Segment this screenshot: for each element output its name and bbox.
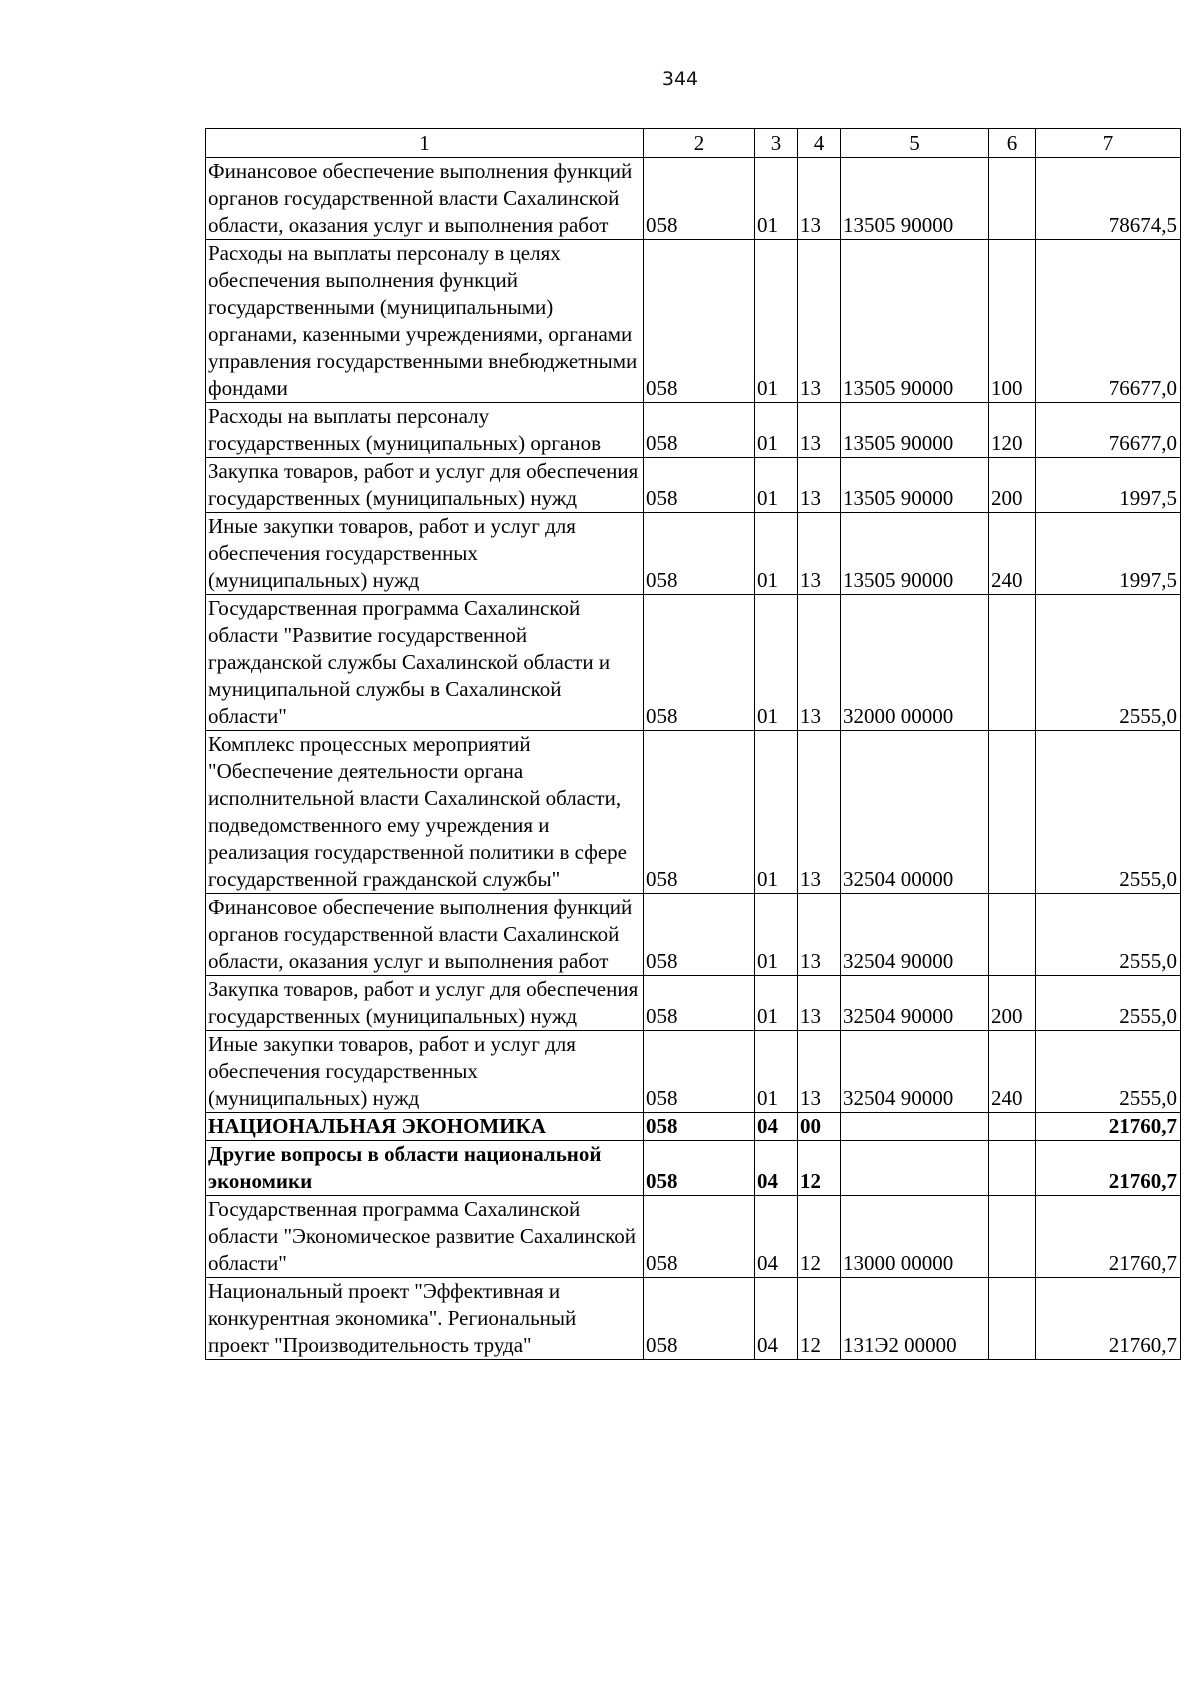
row-target-article-cell: 32504 90000 bbox=[841, 976, 989, 1031]
row-amount-cell: 78674,5 bbox=[1036, 158, 1181, 240]
row-expense-type-cell: 200 bbox=[989, 458, 1036, 513]
row-amount-cell: 1997,5 bbox=[1036, 513, 1181, 595]
row-subsection-cell: 13 bbox=[798, 894, 841, 976]
row-amount-cell: 21760,7 bbox=[1036, 1278, 1181, 1360]
row-target-article-cell: 13505 90000 bbox=[841, 240, 989, 403]
row-subsection-cell: 13 bbox=[798, 513, 841, 595]
budget-table bbox=[205, 128, 1181, 1360]
row-amount-cell: 2555,0 bbox=[1036, 1031, 1181, 1113]
row-subsection-cell: 13 bbox=[798, 1031, 841, 1113]
row-code-cell: 058 bbox=[644, 731, 755, 894]
row-code-cell: 058 bbox=[644, 894, 755, 976]
table-row bbox=[206, 1196, 1181, 1278]
table-row bbox=[206, 158, 1181, 240]
row-code-cell: 058 bbox=[644, 458, 755, 513]
table-header-row bbox=[206, 129, 1181, 158]
row-expense-type-cell: 200 bbox=[989, 976, 1036, 1031]
row-target-article-cell: 32504 00000 bbox=[841, 731, 989, 894]
row-amount-cell: 76677,0 bbox=[1036, 240, 1181, 403]
row-expense-type-cell bbox=[989, 731, 1036, 894]
row-code-cell: 058 bbox=[644, 1031, 755, 1113]
row-subsection-cell: 13 bbox=[798, 731, 841, 894]
table-row bbox=[206, 458, 1181, 513]
row-target-article-cell: 13505 90000 bbox=[841, 403, 989, 458]
row-section-cell: 01 bbox=[755, 458, 798, 513]
row-target-article-cell: 32000 00000 bbox=[841, 595, 989, 731]
row-subsection-cell: 13 bbox=[798, 458, 841, 513]
row-target-article-cell bbox=[841, 1113, 989, 1141]
row-name-cell: Финансовое обеспечение выполнения функций органов государственной власти Сахалинской области, оказания услуг и выполнения работ bbox=[206, 158, 644, 240]
row-expense-type-cell bbox=[989, 595, 1036, 731]
row-name-cell: Финансовое обеспечение выполнения функций органов государственной власти Сахалинской области, оказания услуг и выполнения работ bbox=[206, 894, 644, 976]
row-expense-type-cell: 100 bbox=[989, 240, 1036, 403]
row-section-cell: 01 bbox=[755, 595, 798, 731]
row-expense-type-cell bbox=[989, 1113, 1036, 1141]
row-name-cell: Расходы на выплаты персоналу государственных (муниципальных) органов bbox=[206, 403, 644, 458]
row-amount-cell: 76677,0 bbox=[1036, 403, 1181, 458]
row-expense-type-cell bbox=[989, 1278, 1036, 1360]
row-code-cell: 058 bbox=[644, 403, 755, 458]
row-name-cell: Иные закупки товаров, работ и услуг для обеспечения государственных (муниципальных) нужд bbox=[206, 513, 644, 595]
table-row bbox=[206, 513, 1181, 595]
row-target-article-cell: 13505 90000 bbox=[841, 158, 989, 240]
row-subsection-cell: 12 bbox=[798, 1278, 841, 1360]
row-expense-type-cell: 240 bbox=[989, 1031, 1036, 1113]
table-row bbox=[206, 731, 1181, 894]
header-cell: 1 bbox=[206, 129, 644, 158]
table-row bbox=[206, 595, 1181, 731]
row-target-article-cell bbox=[841, 1141, 989, 1196]
row-name-cell: Другие вопросы в области национальной экономики bbox=[206, 1141, 644, 1196]
row-name-cell: Иные закупки товаров, работ и услуг для обеспечения государственных (муниципальных) нужд bbox=[206, 1031, 644, 1113]
row-code-cell: 058 bbox=[644, 595, 755, 731]
page-number: 344 bbox=[661, 68, 699, 90]
row-section-cell: 01 bbox=[755, 403, 798, 458]
row-code-cell: 058 bbox=[644, 976, 755, 1031]
row-amount-cell: 2555,0 bbox=[1036, 731, 1181, 894]
row-amount-cell: 2555,0 bbox=[1036, 894, 1181, 976]
row-section-cell: 04 bbox=[755, 1141, 798, 1196]
row-amount-cell: 2555,0 bbox=[1036, 595, 1181, 731]
row-section-cell: 01 bbox=[755, 240, 798, 403]
row-target-article-cell: 32504 90000 bbox=[841, 894, 989, 976]
row-target-article-cell: 13000 00000 bbox=[841, 1196, 989, 1278]
header-cell: 2 bbox=[644, 129, 755, 158]
row-section-cell: 01 bbox=[755, 976, 798, 1031]
row-section-cell: 01 bbox=[755, 513, 798, 595]
table-row bbox=[206, 240, 1181, 403]
header-cell: 3 bbox=[755, 129, 798, 158]
row-subsection-cell: 12 bbox=[798, 1141, 841, 1196]
row-expense-type-cell: 120 bbox=[989, 403, 1036, 458]
row-section-cell: 04 bbox=[755, 1278, 798, 1360]
row-amount-cell: 2555,0 bbox=[1036, 976, 1181, 1031]
row-section-cell: 01 bbox=[755, 1031, 798, 1113]
table-row bbox=[206, 403, 1181, 458]
row-subsection-cell: 00 bbox=[798, 1113, 841, 1141]
row-subsection-cell: 13 bbox=[798, 240, 841, 403]
row-amount-cell: 1997,5 bbox=[1036, 458, 1181, 513]
row-name-cell: Государственная программа Сахалинской области "Экономическое развитие Сахалинской области" bbox=[206, 1196, 644, 1278]
row-target-article-cell: 131Э2 00000 bbox=[841, 1278, 989, 1360]
row-expense-type-cell bbox=[989, 894, 1036, 976]
row-amount-cell: 21760,7 bbox=[1036, 1113, 1181, 1141]
row-target-article-cell: 13505 90000 bbox=[841, 513, 989, 595]
row-expense-type-cell bbox=[989, 1141, 1036, 1196]
table-row bbox=[206, 976, 1181, 1031]
row-code-cell: 058 bbox=[644, 1113, 755, 1141]
header-cell: 6 bbox=[989, 129, 1036, 158]
row-name-cell: Комплекс процессных мероприятий "Обеспечение деятельности органа исполнительной власти Сахалинской области, подведомственного ему учреждения и реализация государственной политики в сфере государственной гражданской службы" bbox=[206, 731, 644, 894]
row-code-cell: 058 bbox=[644, 1196, 755, 1278]
row-target-article-cell: 13505 90000 bbox=[841, 458, 989, 513]
row-code-cell: 058 bbox=[644, 158, 755, 240]
row-subsection-cell: 13 bbox=[798, 403, 841, 458]
row-target-article-cell: 32504 90000 bbox=[841, 1031, 989, 1113]
row-code-cell: 058 bbox=[644, 1141, 755, 1196]
row-code-cell: 058 bbox=[644, 513, 755, 595]
row-subsection-cell: 13 bbox=[798, 595, 841, 731]
row-name-cell: Государственная программа Сахалинской области "Развитие государственной гражданской службы Сахалинской области и муниципальной службы в Сахалинской области" bbox=[206, 595, 644, 731]
row-amount-cell: 21760,7 bbox=[1036, 1141, 1181, 1196]
row-name-cell: Закупка товаров, работ и услуг для обеспечения государственных (муниципальных) нужд bbox=[206, 976, 644, 1031]
row-expense-type-cell bbox=[989, 1196, 1036, 1278]
table-row bbox=[206, 894, 1181, 976]
row-subsection-cell: 13 bbox=[798, 976, 841, 1031]
row-expense-type-cell: 240 bbox=[989, 513, 1036, 595]
row-amount-cell: 21760,7 bbox=[1036, 1196, 1181, 1278]
header-cell: 7 bbox=[1036, 129, 1181, 158]
row-section-cell: 01 bbox=[755, 731, 798, 894]
header-cell: 4 bbox=[798, 129, 841, 158]
header-cell: 5 bbox=[841, 129, 989, 158]
table-row bbox=[206, 1141, 1181, 1196]
row-name-cell: НАЦИОНАЛЬНАЯ ЭКОНОМИКА bbox=[206, 1113, 644, 1141]
row-section-cell: 01 bbox=[755, 158, 798, 240]
row-name-cell: Расходы на выплаты персоналу в целях обеспечения выполнения функций государственными (муниципальными) органами, казенными учреждениями, органами управления государственными внебюджетными фондами bbox=[206, 240, 644, 403]
table-body bbox=[206, 129, 1181, 1360]
row-code-cell: 058 bbox=[644, 1278, 755, 1360]
row-subsection-cell: 13 bbox=[798, 158, 841, 240]
table-row bbox=[206, 1113, 1181, 1141]
table-row bbox=[206, 1278, 1181, 1360]
row-name-cell: Национальный проект "Эффективная и конкурентная экономика". Региональный проект "Производительность труда" bbox=[206, 1278, 644, 1360]
row-expense-type-cell bbox=[989, 158, 1036, 240]
row-code-cell: 058 bbox=[644, 240, 755, 403]
table-row bbox=[206, 1031, 1181, 1113]
row-section-cell: 01 bbox=[755, 894, 798, 976]
row-section-cell: 04 bbox=[755, 1196, 798, 1278]
row-name-cell: Закупка товаров, работ и услуг для обеспечения государственных (муниципальных) нужд bbox=[206, 458, 644, 513]
row-subsection-cell: 12 bbox=[798, 1196, 841, 1278]
row-section-cell: 04 bbox=[755, 1113, 798, 1141]
